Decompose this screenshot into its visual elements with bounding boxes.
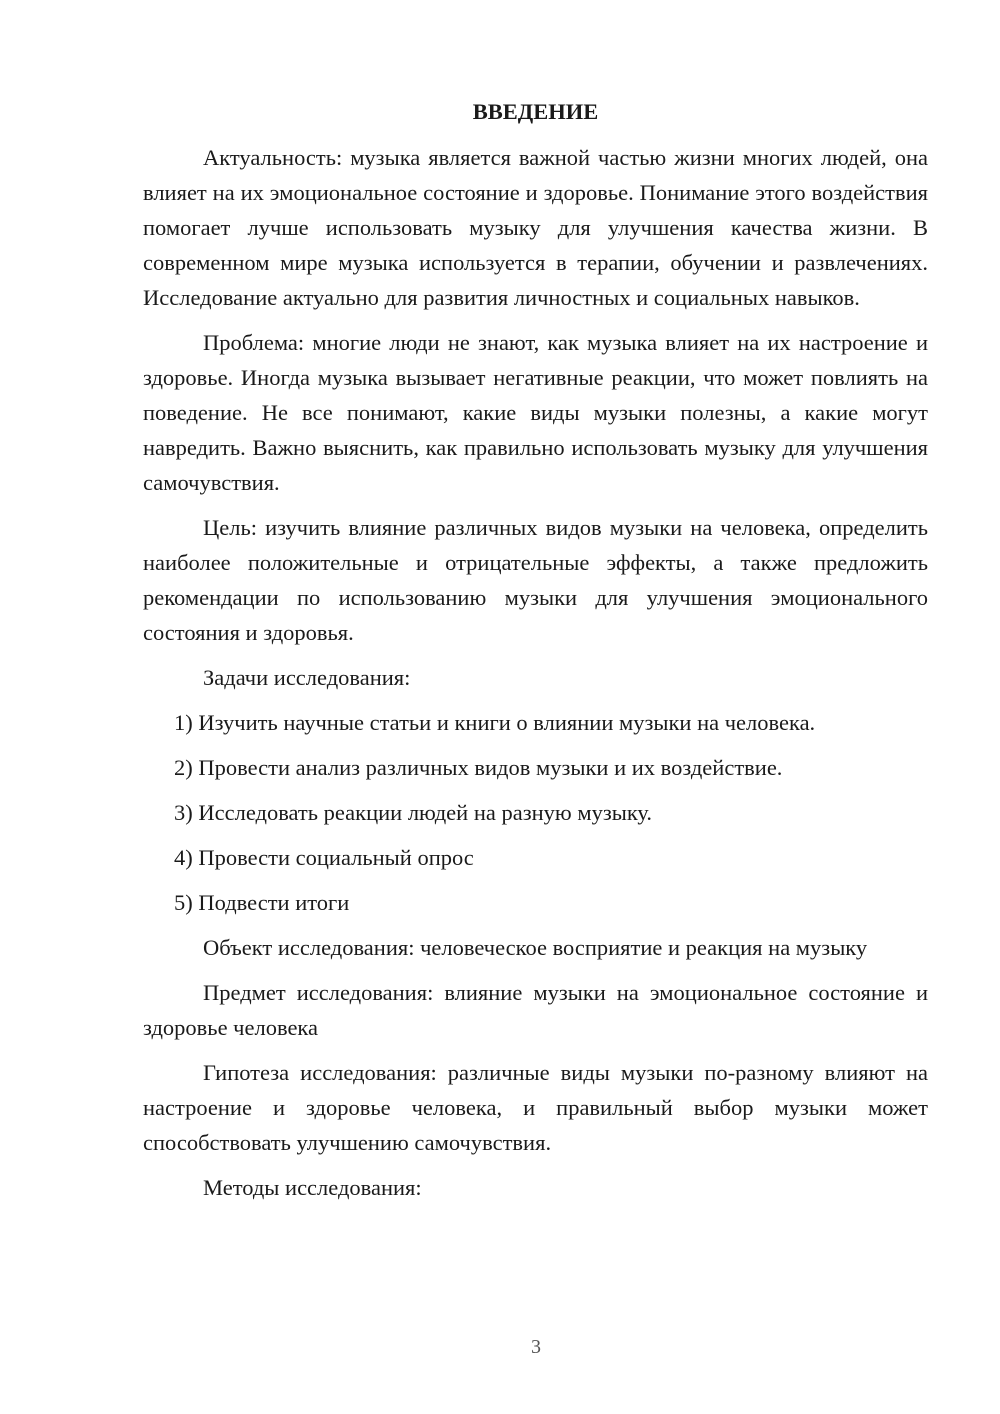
tasks-heading: Задачи исследования: [203,665,411,690]
paragraph-object: Объект исследования: человеческое восприятие и реакция на музыку [203,935,868,960]
paragraph-hypothesis: Гипотеза исследования: различные виды музыки по-разному влияют на настроение и здоровье человека, и правильный выбор музыки может способствовать улучшению самочувствия. [143,1060,928,1155]
list-item: 4) Провести социальный опрос [174,845,474,870]
page-number: 3 [531,1336,541,1358]
list-item: 1) Изучить научные статьи и книги о влиянии музыки на человека. [174,710,816,735]
methods-heading: Методы исследования: [203,1175,422,1200]
section-title: ВВЕДЕНИЕ [472,99,599,124]
paragraph-goal: Цель: изучить влияние различных видов музыки на человека, определить наиболее положительные и отрицательные эффекты, а также предложить рекомендации по использованию музыки для улучшения эмоционального состояния и здоровья. [143,515,928,645]
paragraph-subject: Предмет исследования: влияние музыки на эмоциональное состояние и здоровье человека [143,980,928,1040]
list-item: 2) Провести анализ различных видов музыки и их воздействие. [174,755,783,780]
tasks-list [143,705,928,920]
paragraph-problem: Проблема: многие люди не знают, как музыка влияет на их настроение и здоровье. Иногда музыка вызывает негативные реакции, что может повлиять на поведение. Не все понимают, какие виды музыки полезны, а какие могут навредить. Важно выяснить, как правильно использовать музыку для улучшения самочувствия. [143,330,928,495]
list-item: 3) Исследовать реакции людей на разную музыку. [174,800,653,825]
list-item: 5) Подвести итоги [174,890,350,915]
page-content [143,92,928,1215]
paragraph-relevance: Актуальность: музыка является важной частью жизни многих людей, она влияет на их эмоциональное состояние и здоровье. Понимание этого воздействия помогает лучше использовать музыку для улучшения качества жизни. В современном мире музыка используется в терапии, обучении и развлечениях. Исследование актуально для развития личностных и социальных навыков. [143,145,928,310]
